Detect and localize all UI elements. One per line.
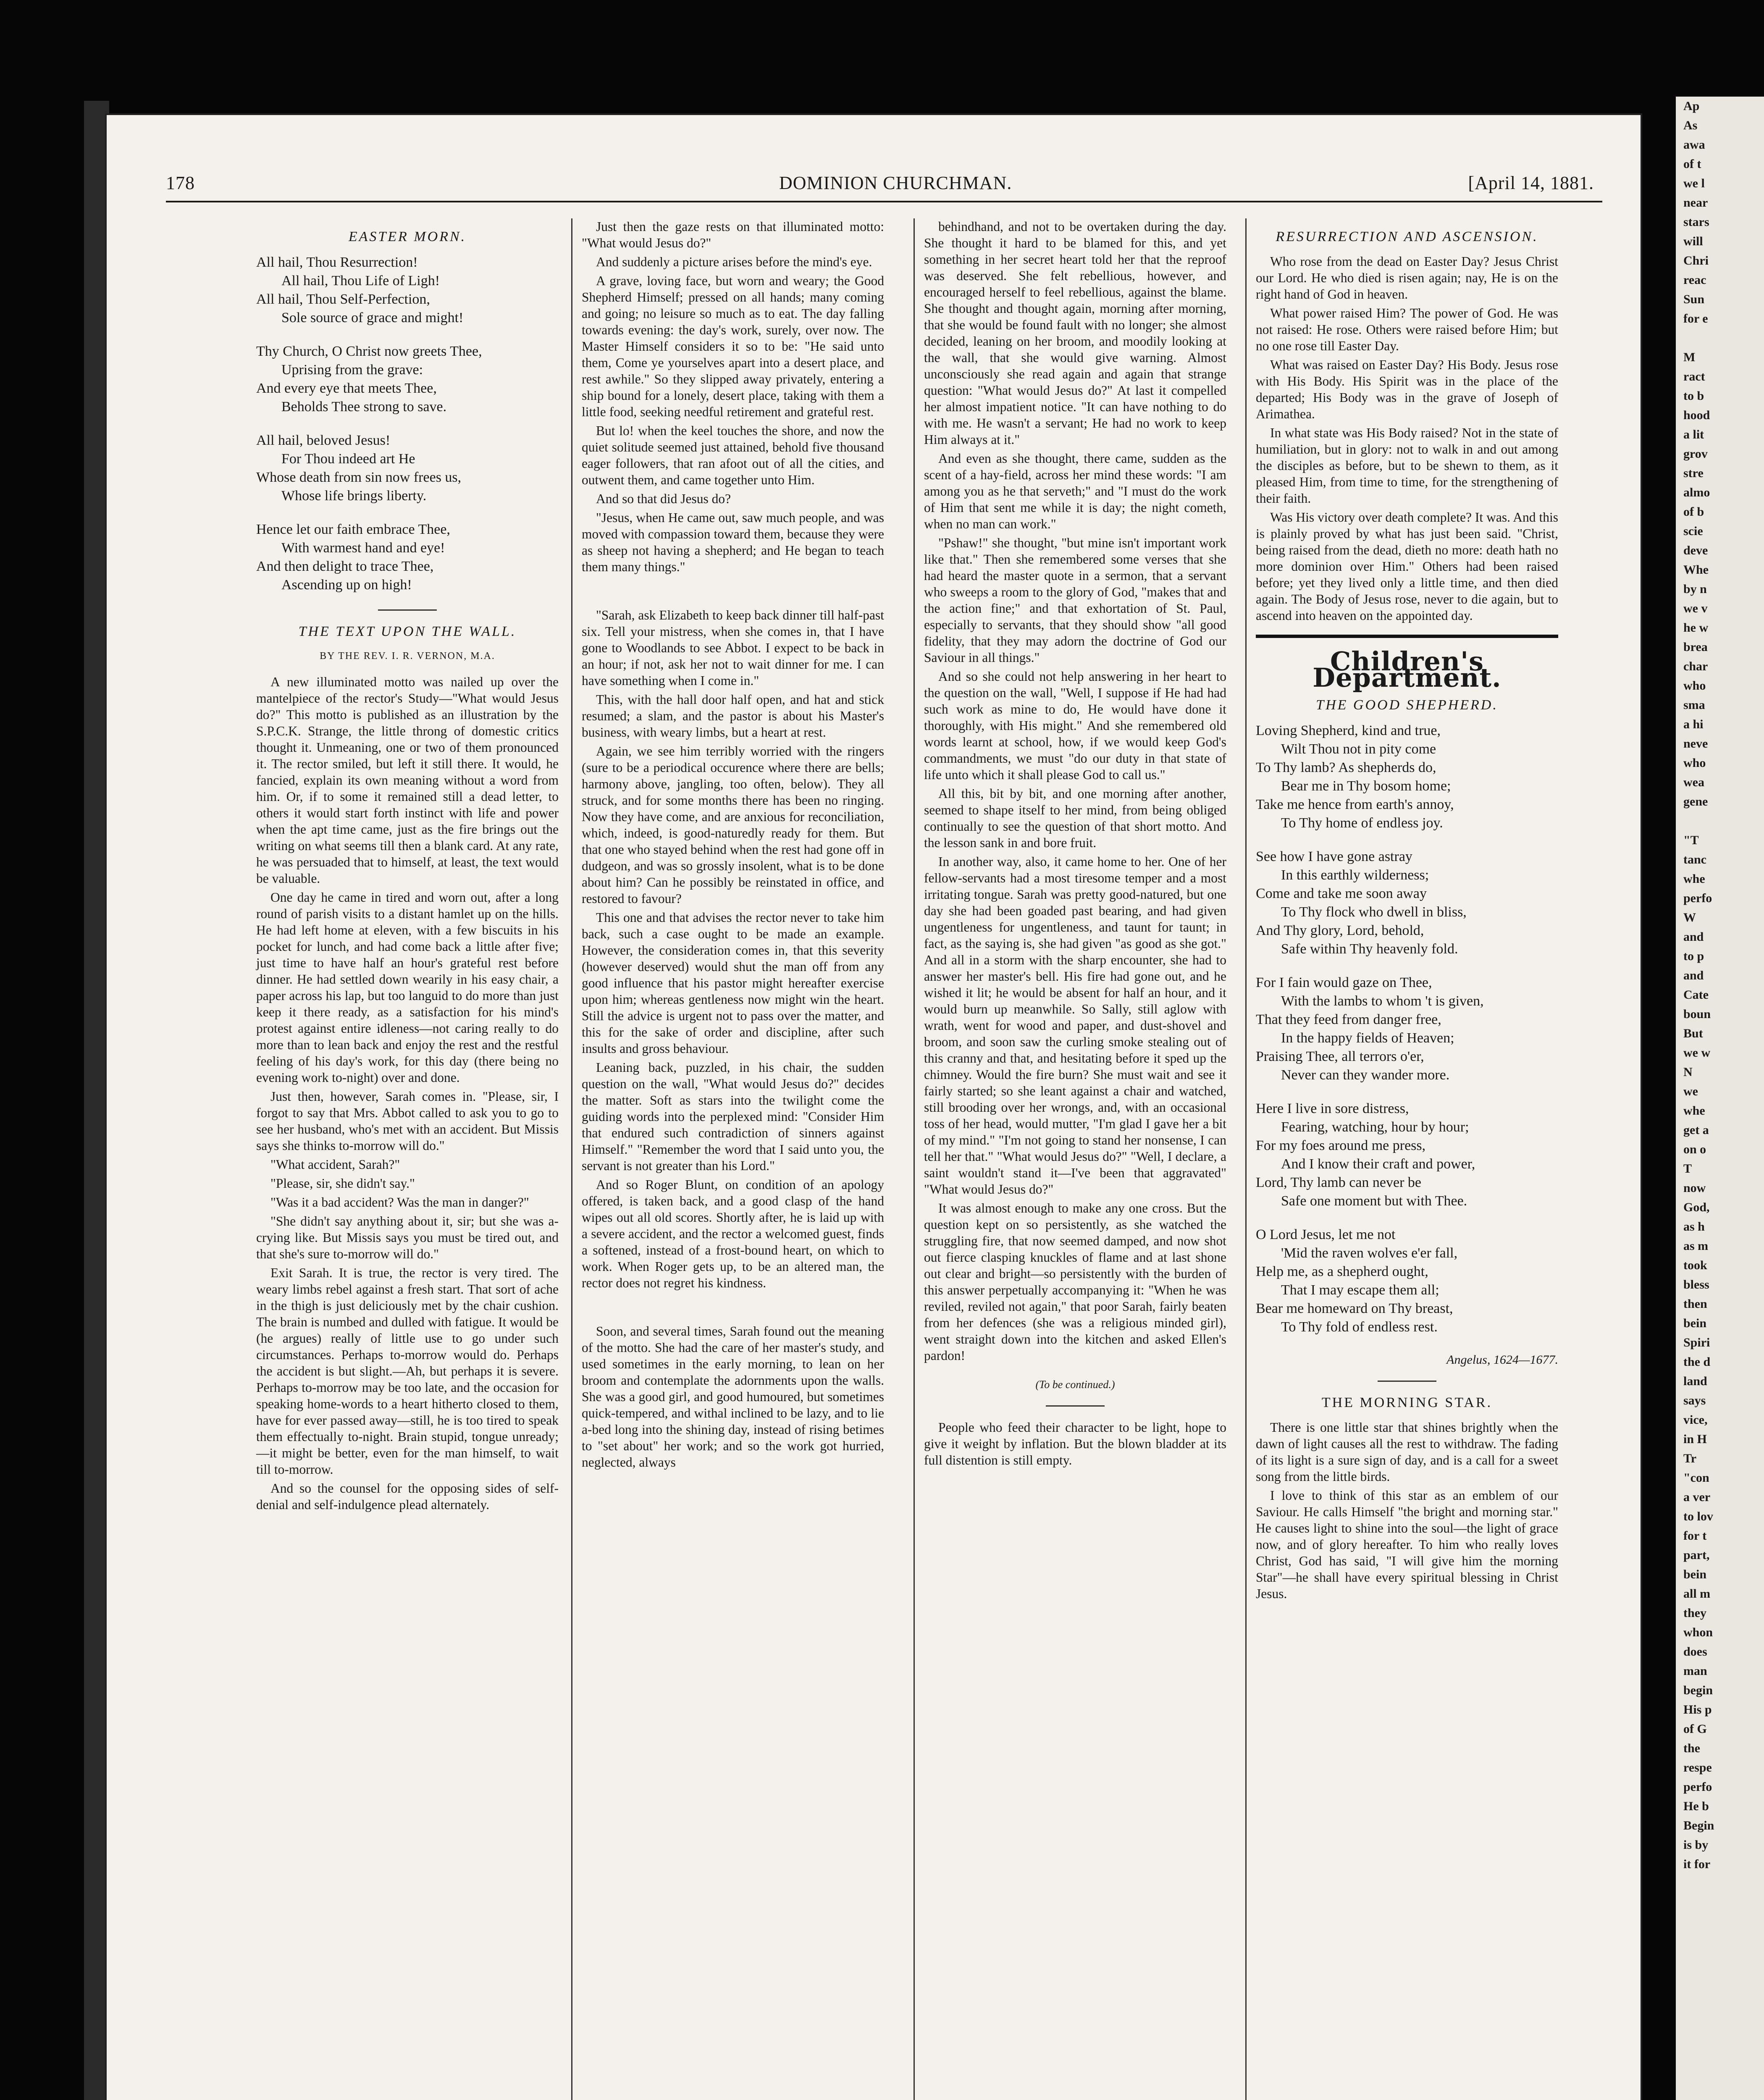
column-3 [924, 218, 1226, 1471]
adjacent-page-text: now [1683, 1181, 1706, 1195]
adjacent-page-text: As [1683, 118, 1698, 132]
section-break [582, 1294, 884, 1323]
resurrection-body [1256, 253, 1558, 624]
adjacent-page-text [1676, 328, 1764, 348]
adjacent-page-text: Spiri [1683, 1336, 1710, 1349]
adjacent-page-text: it for [1683, 1857, 1711, 1871]
adjacent-page-text: Whe [1683, 563, 1709, 577]
paragraph: And so she could not help answering in her heart to the question on the wall, "Well, I suppose if He had had such work as mine to do, He would have done it thoroughly, with His might." And she remembered old words learnt at school, how, if we would keep God's commandments, we must "do our duty in that state of life unto which it shall please God to call us." [924, 669, 1226, 782]
poem-line: Whose life brings liberty. [281, 488, 427, 504]
paragraph: And so the counsel for the opposing sides of self-denial and self-indulgence plead alternately. [256, 1481, 559, 1512]
paragraph: This one and that advises the rector never to take him back, such a case ought to be made an example. However, the consideration comes in, that this severity (however deserved) would shut the man off from any good influence that his pastor might hereafter exercise upon him; whereas gentleness now might win the heart. Still the advice is urgent not to pass over the matter, and this for the sake of order and discipline, after such insults and gross behaviour. [582, 910, 884, 1056]
poem-line: Beholds Thee strong to save. [281, 399, 447, 415]
poem-line: To Thy flock who dwell in bliss, [1281, 904, 1467, 920]
paragraph: And even as she thought, there came, sudden as the scent of a hay-field, across her mind these words: "I am among you as he that serveth;" and "I must do the work of Him that sent me while it is day; the night cometh, when no man can work." [924, 451, 1226, 531]
paragraph: Again, we see him terribly worried with the ringers (sure to be a periodical occurence where there are bells; harmony above, jangling, too often, below). They all struck, and for some months there has been no ringing. Now they have come, and are anxious for reconciliation, which, indeed, is good-naturedly ready for them. But that one who stayed behind when the rest had gone off in dudgeon, and was so grossly insolent, what is to be done about him? Can he possibly be reinstated in office, and restored to favour? [582, 744, 884, 906]
paragraph: Was His victory over death complete? It was. And this is plainly proved by what has just been said. "Christ, being raised from the dead, dieth no more: death hath no more dominion over Him." Others had been raised before; yet they lived only a little time, and then died again. The Body of Jesus rose, never to die again, but to ascend into heaven on the appointed day. [1256, 510, 1558, 623]
adjacent-page-text: W [1683, 911, 1696, 924]
adjacent-page-text: who [1683, 756, 1706, 770]
column-rule [571, 218, 572, 2100]
column-2 [582, 218, 884, 1473]
adjacent-page-text: char [1683, 659, 1708, 673]
childrens-department-heading: Children's Department. [1312, 646, 1502, 693]
adjacent-page-text: for e [1683, 312, 1708, 326]
adjacent-page-text: stre [1683, 466, 1704, 480]
adjacent-page-text: and [1683, 969, 1704, 982]
adjacent-page-text: part, [1683, 1548, 1710, 1562]
article-title-resurrection: RESURRECTION AND ASCENSION. [1276, 229, 1538, 244]
adjacent-page-text: as m [1683, 1239, 1709, 1253]
paragraph: All this, bit by bit, and one morning after another, seemed to shape itself to her mind, from being obliged continually to see the question of that short motto. And the lesson sank in and bore fruit. [924, 786, 1226, 850]
poem-line: For Thou indeed art He [281, 451, 415, 467]
poem-line: In the happy fields of Heaven; [1281, 1030, 1454, 1046]
poem-stanza [256, 431, 559, 505]
adjacent-page-text: near [1683, 196, 1708, 210]
adjacent-page-text: says [1683, 1394, 1706, 1407]
adjacent-page-text: deve [1683, 543, 1708, 557]
paragraph: "Sarah, ask Elizabeth to keep back dinner till half-past six. Tell your mistress, when she comes in, that I have gone to Woodlands to see Abbot. I expect to be back in an hour; if not, ask her not to wait dinner for me. I can have something when I come in." [582, 608, 884, 688]
morning-star-body [1256, 1419, 1558, 1602]
adjacent-page-text: and [1683, 930, 1704, 944]
article-title-morning-star: THE MORNING STAR. [1321, 1395, 1493, 1410]
poem-line: Bear me in Thy bosom home; [1281, 778, 1451, 794]
adjacent-page-text: vice, [1683, 1413, 1708, 1427]
poem-line: And every eye that meets Thee, [256, 381, 437, 396]
poem-title-good-shepherd: THE GOOD SHEPHERD. [1316, 697, 1498, 713]
adjacent-page-text: Ap [1683, 99, 1700, 113]
paragraph: What power raised Him? The power of God. He was not raised: He rose. Others were raised before Him; but no one rose till Easter Day. [1256, 306, 1558, 353]
section-divider [1378, 1381, 1436, 1382]
adjacent-page-text: perfo [1683, 891, 1712, 905]
paragraph: I love to think of this star as an emblem of our Saviour. He calls Himself "the bright and morning star." He causes light to shine into the soul—the light of grace now, and of glory hereafter. To him who really loves Christ, God has said, "I will give him the morning Star"—he shall have every spiritual blessing in Christ Jesus. [1256, 1488, 1558, 1601]
adjacent-page-text: wea [1683, 775, 1704, 789]
poem-line: All hail, Thou Self-Perfection, [256, 291, 430, 307]
adjacent-page-text: Cate [1683, 988, 1709, 1002]
paragraph: Just then, however, Sarah comes in. "Please, sir, I forgot to say that Mrs. Abbot called to ask you to go to see her husband, who's met with an accident. But Missis says she thinks to-morrow will do." [256, 1089, 559, 1153]
poem-stanza [1256, 1100, 1558, 1210]
poem-line: Bear me homeward on Thy breast, [1256, 1301, 1453, 1316]
adjacent-page-text: God, [1683, 1200, 1710, 1214]
adjacent-page-text: whe [1683, 872, 1705, 886]
adjacent-page-text: we [1683, 1084, 1698, 1098]
adjacent-page-text: bein [1683, 1567, 1707, 1581]
poem-stanza [256, 342, 559, 416]
article-body-part-2b [582, 607, 884, 1291]
page-header [166, 172, 1594, 197]
paragraph: And so Roger Blunt, on condition of an apology offered, is taken back, and a good clasp of the hand wipes out all old scores. Shortly after, he is laid up with a severe accident, and the rector a welcomed guest, finds a softened, instead of a frost-bound heart, on which to work. When Roger gets up, to be an altered man, the rector does not regret his kindness. [582, 1177, 884, 1290]
poem-good-shepherd [1256, 722, 1558, 1336]
paragraph: "Please, sir, she didn't say." [270, 1176, 415, 1191]
adjacent-page-text: hood [1683, 408, 1710, 422]
adjacent-page-text: respe [1683, 1761, 1712, 1774]
poem-line: With warmest hand and eye! [281, 540, 445, 556]
adjacent-page-text: T [1683, 1162, 1692, 1176]
adjacent-page-text: land [1683, 1374, 1707, 1388]
adjacent-page-text: "T [1683, 833, 1699, 847]
header-rule [166, 201, 1602, 202]
poem-line: Take me hence from earth's annoy, [1256, 797, 1454, 812]
paragraph: Who rose from the dead on Easter Day? Jesus Christ our Lord. He who died is risen again; nay, He is on the right hand of God in heaven. [1256, 254, 1558, 302]
paragraph: In another way, also, it came home to her. One of her fellow-servants had a most tiresome temper and a most irritating tongue. Sarah was pretty good-natured, but one day she had been goaded past bearing, and had given ungentleness for ungentleness, and taunt for taunt; in fact, as the saying is, she had given "as good as she got." And all in a storm with the sharp encounter, she had to answer her master's bell. His fire had gone out, and he wished it lit; he would be absent for half an hour, and it would burn up meanwhile. So Sally, still aglow with wrath, went for wood and paper, and dust-shovel and broom, and soon saw the curling smoke stealing out of this cranny and that, and hesitating before it sped up the chimney. Would the fire burn? She must wait and see it fairly started; so she leant against a chair and watched, still brooding over her wrongs, and, with an occasional toss of her head, would mutter, "I'm glad I gave her a bit of my mind." "I'm not going to stand her nonsense, I can tell her that." "What would Jesus do?" "Well, I declare, a saint wouldn't stand it—I've been that aggravated" "What would Jesus do?" [924, 854, 1226, 1197]
poem-line: Wilt Thou not in pity come [1281, 741, 1436, 757]
adjacent-page-text: "con [1683, 1471, 1709, 1485]
poem-stanza [1256, 974, 1558, 1084]
adjacent-page-text: who [1683, 679, 1706, 693]
adjacent-page-text: awa [1683, 138, 1705, 152]
poem-line: To Thy lamb? As shepherds do, [1256, 760, 1436, 775]
adjacent-page-text: will [1683, 234, 1703, 248]
adjacent-page-text: in H [1683, 1432, 1707, 1446]
adjacent-page-text: a ver [1683, 1490, 1711, 1504]
article-byline: BY THE REV. I. R. VERNON, M.A. [320, 651, 495, 662]
poem-easter-morn [256, 253, 559, 594]
adjacent-page-text: brea [1683, 640, 1708, 654]
adjacent-page-text: Tr [1683, 1452, 1697, 1465]
adjacent-page-text: begin [1683, 1683, 1713, 1697]
paragraph: What was raised on Easter Day? His Body. Jesus rose with His Body. His Spirit was in the place of the departed; His Body was in the grave of Joseph of Arimathea. [1256, 357, 1558, 421]
poem-line: For my foes around me press, [1256, 1138, 1426, 1153]
adjacent-page-fragment [1676, 97, 1764, 2100]
poem-line: Praising Thee, all terrors o'er, [1256, 1049, 1424, 1064]
adjacent-page-text: boun [1683, 1007, 1711, 1021]
issue-date: [April 14, 1881. [1468, 173, 1594, 193]
poem-line: Safe one moment but with Thee. [1281, 1193, 1467, 1209]
poem-line: Sole source of grace and might! [281, 310, 464, 326]
poem-line: And Thy glory, Lord, behold, [1256, 923, 1424, 938]
paragraph: Exit Sarah. It is true, the rector is very tired. The weary limbs rebel against a fresh start. That sort of ache in the thigh is just deliciously met by the chair cushion. The brain is numbed and dulled with fatigue. It would be (he argues) really of little use to go under such circumstances. Perhaps to-morrow would do. Perhaps the accident is but slight.—Ah, but perhaps it is severe. Perhaps to-morrow may be too late, and the occasion for speaking home-words to a heart hitherto closed to them, have for ever passed away—still, he is too tired to speak them effectually to-night. Brain stupid, tongue unready;—it might be better, even for the man himself, to wait till to-morrow. [256, 1265, 559, 1477]
adjacent-page-text: a lit [1683, 428, 1704, 441]
adjacent-page-text: of b [1683, 505, 1704, 519]
article-title-text-upon-wall: THE TEXT UPON THE WALL. [298, 624, 517, 639]
poem-line: That they feed from danger free, [1256, 1012, 1441, 1027]
adjacent-page-text: N [1683, 1065, 1693, 1079]
adjacent-page-text [1676, 811, 1764, 831]
paragraph: There is one little star that shines brightly when the dawn of light causes all the rest to withdraw. The fading of its light is a sure sign of day, and is a call for a sweet song from the little birds. [1256, 1420, 1558, 1484]
adjacent-page-text: grov [1683, 447, 1708, 461]
poem-line: Whose death from sin now frees us, [256, 470, 462, 485]
paragraph: "Pshaw!" she thought, "but mine isn't important work like that." Then she remembered some verses that she had heard the master quote in a sermon, that a servant who sweeps a room to the glory of God, "makes that and the action fine;" and that exhortation of St. Paul, especially to servants, that they should show "all good fidelity, that they may adorn the doctrine of God our Saviour in all things." [924, 536, 1226, 665]
poem-line: And I know their craft and power, [1281, 1156, 1475, 1172]
poem-line: Loving Shepherd, kind and true, [1256, 723, 1441, 738]
article-body-part-2c [582, 1323, 884, 1470]
column-4 [1256, 218, 1558, 1604]
poem-line: Ascending up on high! [281, 577, 412, 593]
adjacent-page-text: does [1683, 1645, 1707, 1659]
poem-line: Uprising from the grave: [281, 362, 423, 378]
poem-line: All hail, Thou Life of Ligh! [281, 273, 440, 289]
poem-stanza [256, 253, 559, 327]
poem-citation: Angelus, 1624—1677. [1446, 1353, 1558, 1367]
poem-stanza [1256, 1226, 1558, 1336]
section-divider [378, 609, 437, 611]
adjacent-page-text: scie [1683, 524, 1703, 538]
poem-title-easter-morn: EASTER MORN. [348, 229, 467, 244]
adjacent-page-text: to b [1683, 389, 1704, 403]
paragraph: "She didn't say anything about it, sir; but she was a-crying like. But Missis says you must be tired out, and that she's sure to-morrow will do." [256, 1214, 559, 1261]
adjacent-page-text: took [1683, 1258, 1707, 1272]
paragraph: One day he came in tired and worn out, after a long round of parish visits to a distant hamlet up on the hills. He had left home at eleven, with a few biscuits in his pocket for lunch, and had come back a little after five; just time to have half an hour's grateful rest before dinner. He had settled down wearily in his easy chair, a paper across his lap, but too languid to do more than just keep it there ready, as a satisfaction for his mind's protest against entire idleness—not caring really to do more than to lean back and enjoy the rest and the restful feeling of his day's work, for this day (there being no evening work to-night) over and done. [256, 890, 559, 1085]
adjacent-page-text: on o [1683, 1142, 1706, 1156]
paragraph: Just then the gaze rests on that illuminated motto: "What would Jesus do?" [582, 219, 884, 250]
adjacent-page-text: the [1683, 1741, 1700, 1755]
paragraph: In what state was His Body raised? Not in the state of humiliation, but in glory: not to walk in and out among the disciples as before, but to be shewn to them, as it pleased Him, from time to time, for the strengthening of their faith. [1256, 425, 1558, 506]
adjacent-page-text: reac [1683, 273, 1706, 287]
poem-line: Never can they wander more. [1281, 1067, 1450, 1083]
heavy-rule [1256, 635, 1558, 638]
adjacent-page-text: get a [1683, 1123, 1709, 1137]
adjacent-page-text: M [1683, 350, 1696, 364]
adjacent-page-text: of G [1683, 1722, 1707, 1736]
paragraph: behindhand, and not to be overtaken during the day. She thought it hard to be blamed for this, and yet something in her secret heart told her that the reproof was deserved. She felt rebellious, however, and encouraged herself to feel rebellious, against the blame. She thought and thought again, morning after morning, that she would be found fault with no longer; she almost decided, leaning on her broom, and moodily looking at the wall, that she would give warning. Almost unconsciously she read again and again that strange question: "What would Jesus do?" At last it compelled her almost impatient notice. "It can have nothing to do with me. He wasn't a servant; He had no work to keep Him always at it." [924, 219, 1226, 447]
publication-title: DOMINION CHURCHMAN. [779, 173, 1012, 193]
poem-line: Safe within Thy heavenly fold. [1281, 941, 1458, 957]
poem-line: For I fain would gaze on Thee, [1256, 975, 1432, 990]
adjacent-page-text: as h [1683, 1220, 1705, 1234]
poem-line: Come and take me soon away [1256, 886, 1427, 901]
adjacent-page-text: he w [1683, 621, 1709, 635]
to-be-continued: (To be continued.) [1035, 1378, 1115, 1391]
adjacent-page-text: He b [1683, 1799, 1709, 1813]
article-body-part-3 [924, 218, 1226, 1364]
poem-line: With the lambs to whom 't is given, [1281, 993, 1484, 1009]
adjacent-page-text: we l [1683, 176, 1705, 190]
adjacent-page-text: all m [1683, 1587, 1711, 1601]
adjacent-page-text: we v [1683, 601, 1708, 615]
adjacent-page-text: tanc [1683, 853, 1706, 866]
adjacent-page-text: sma [1683, 698, 1705, 712]
paragraph: A grave, loving face, but worn and weary; the Good Shepherd Himself; pressed on all hands; many coming and going; no leisure so much as to eat. The day falling towards evening: the day's work, surely, over now. The Master Himself considers it so to be: "He said unto them, Come ye yourselves apart into a desert place, and rest awhile." So they slipped away privately, entering a ship bound for a lonely, desert place, taking with them a little food, seeking needful retirement and grateful rest. [582, 273, 884, 419]
column-rule [914, 218, 915, 2100]
poem-line: 'Mid the raven wolves e'er fall, [1281, 1245, 1458, 1261]
adjacent-page-text: His p [1683, 1703, 1712, 1717]
adjacent-page-text: they [1683, 1606, 1706, 1620]
adjacent-page-text: for t [1683, 1529, 1707, 1543]
paragraph: It was almost enough to make any one cross. But the question kept on so persistently, as she watched the struggling fire, that now seemed damped, and now shot out fierce clasping knuckles of flame and at last shone out clear and bright—so persistently with the burden of this answer perpetually accompanying it: "When he was reviled, reviled not again," that poor Sarah, fairly beaten from her defences (she was a religious minded girl), went straight down into the kitchen and asked Ellen's pardon! [924, 1201, 1226, 1363]
paragraph: But lo! when the keel touches the shore, and now the quiet solitude seemed just attained, behold five thousand eager followers, that ran afoot out of all the cities, and outwent them, and came together unto Him. [582, 423, 884, 487]
poem-line: All hail, Thou Resurrection! [256, 255, 418, 270]
adjacent-page-text: man [1683, 1664, 1707, 1678]
adjacent-page-text: Begin [1683, 1819, 1714, 1832]
section-break [582, 578, 884, 607]
page-number: 178 [166, 173, 195, 193]
column-rule [1245, 218, 1247, 2100]
poem-line: To Thy home of endless joy. [1281, 815, 1443, 831]
section-divider [1046, 1405, 1105, 1407]
adjacent-page-text: to p [1683, 949, 1704, 963]
adjacent-page-text: whe [1683, 1104, 1705, 1118]
poem-line: In this earthly wilderness; [1281, 867, 1429, 883]
poem-stanza [1256, 722, 1558, 832]
adjacent-page-text: by n [1683, 582, 1707, 596]
poem-line: Fearing, watching, hour by hour; [1281, 1119, 1469, 1135]
paragraph: This, with the hall door half open, and hat and stick resumed; a slam, and the pastor is about his Master's business, with weary limbs, but a heart at rest. [582, 692, 884, 740]
poem-line: O Lord Jesus, let me not [1256, 1227, 1396, 1242]
adjacent-page-text: gene [1683, 795, 1708, 808]
poem-line: Thy Church, O Christ now greets Thee, [256, 344, 482, 359]
adjacent-page-text: neve [1683, 737, 1708, 751]
paragraph: And suddenly a picture arises before the mind's eye. [596, 255, 872, 269]
adjacent-page-text: Chri [1683, 254, 1709, 268]
poem-stanza [256, 520, 559, 594]
adjacent-page-text: perfo [1683, 1780, 1712, 1794]
poem-line: Hence let our faith embrace Thee, [256, 522, 450, 537]
adjacent-page-text: to lov [1683, 1509, 1713, 1523]
article-body-part-2a [582, 218, 884, 575]
poem-line: That I may escape them all; [1281, 1282, 1439, 1298]
adjacent-page-text: whon [1683, 1625, 1713, 1639]
adjacent-page-text: But [1683, 1026, 1703, 1040]
adjacent-page-text: the d [1683, 1355, 1711, 1369]
adjacent-page-text: Sun [1683, 292, 1705, 306]
paragraph: "Was it a bad accident? Was the man in danger?" [270, 1195, 529, 1210]
poem-line: Here I live in sore distress, [1256, 1101, 1409, 1116]
poem-line: See how I have gone astray [1256, 849, 1412, 864]
column-1 [256, 218, 559, 1515]
paragraph: Soon, and several times, Sarah found out the meaning of the motto. She had the care of her master's study, and used sometimes in the early morning, to lean on her broom and contemplate the adornments upon the walls. She was a good girl, and good humoured, but sometimes quick-tempered, and withal inclined to be lazy, and to lie a-bed long into the shining day, instead of rising betimes to "set about" her work; and so the work got hurried, neglected, always [582, 1324, 884, 1470]
poem-line: To Thy fold of endless rest. [1281, 1319, 1438, 1335]
adjacent-page-text: then [1683, 1297, 1707, 1311]
adjacent-page-text: is by [1683, 1838, 1709, 1852]
paragraph: A new illuminated motto was nailed up over the mantelpiece of the rector's Study—"What would Jesus do?" This motto is published as an illustration by the S.P.C.K. Strange, the little throng of domestic critics thought it. Unmeaning, one or two of them pronounced it. The rector smiled, but left it still there. It would, he fancied, explain its own meaning without a word from him. Or, if to some it remained still a dead letter, to others it would start forth instinct with life and power when the apt time came, just as the fire brings out the writing on what seems till then a blank card. At any rate, he was persuaded that to himself, at least, the text would be valuable. [256, 675, 559, 886]
adjacent-page-text: bless [1683, 1278, 1709, 1292]
paragraph: Leaning back, puzzled, in his chair, the sudden question on the wall, "What would Jesus do?" decides the matter. Soft as stars into the twilight come the guiding words into the perplexed mind: "Consider Him that endured such contradiction of sinners against Himself." "Remember the word that I said unto you, the servant is not greater than his Lord." [582, 1060, 884, 1173]
article-body-part-1 [256, 674, 559, 1513]
adjacent-page-text: of t [1683, 157, 1701, 171]
adjacent-page-text: ract [1683, 370, 1705, 383]
poem-line: And then delight to trace Thee, [256, 559, 434, 574]
poem-line: Help me, as a shepherd ought, [1256, 1264, 1428, 1279]
adjacent-page-text: stars [1683, 215, 1709, 229]
adjacent-page-text: a hi [1683, 717, 1704, 731]
people-paragraph: People who feed their character to be light, hope to give it weight by inflation. But the blown bladder at its full distention is still empty. [924, 1420, 1226, 1467]
paragraph: "What accident, Sarah?" [270, 1157, 400, 1172]
adjacent-page-text: almo [1683, 486, 1710, 499]
adjacent-page-text: bein [1683, 1316, 1707, 1330]
poem-line: Lord, Thy lamb can never be [1256, 1175, 1422, 1190]
adjacent-page-text: we w [1683, 1046, 1711, 1060]
paragraph: And so that did Jesus do? [596, 491, 731, 506]
poem-stanza [1256, 848, 1558, 958]
paragraph: "Jesus, when He came out, saw much people, and was moved with compassion toward them, because they were as sheep not having a shepherd; and He began to teach them many things." [582, 510, 884, 574]
poem-line: All hail, beloved Jesus! [256, 433, 391, 448]
